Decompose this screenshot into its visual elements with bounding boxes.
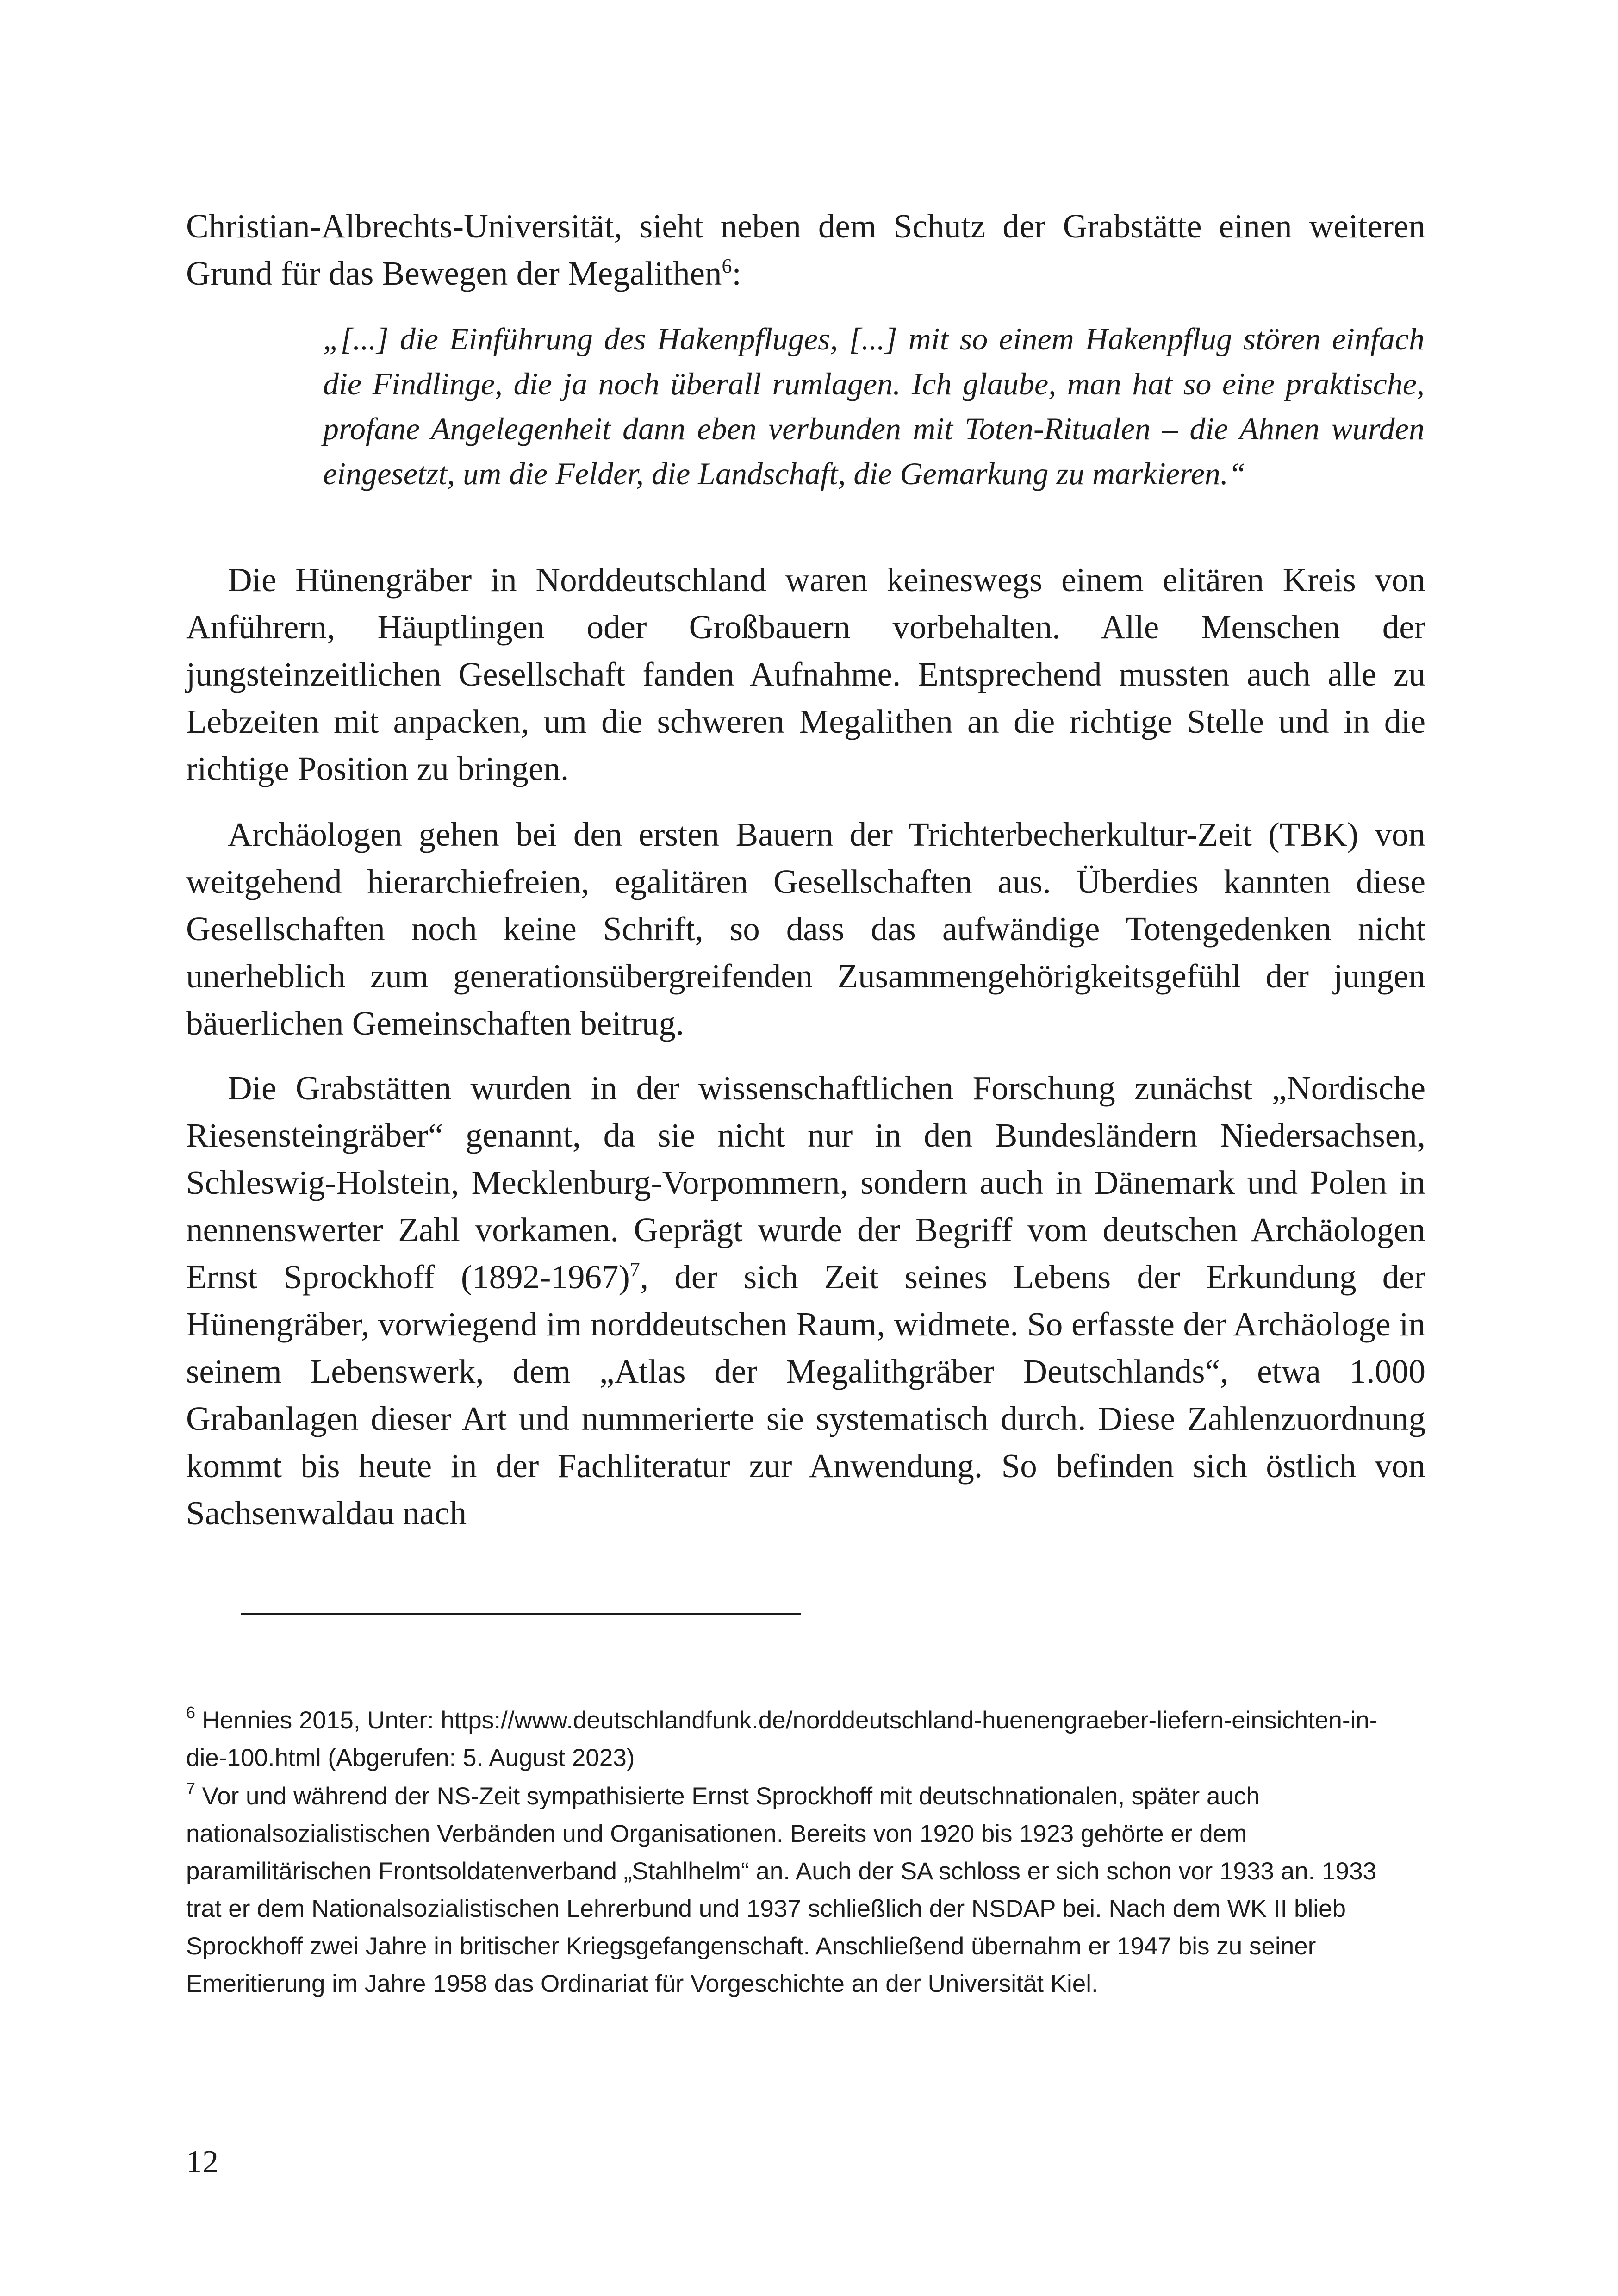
footnote-6-text: Hennies 2015, Unter: https://www.deutschlandfunk.de/norddeutschland-huenengraeber-liefern-einsichten-in-die-100.html (Abgerufen: 5. August 2023) [186, 1707, 1378, 1772]
block-quote: „[...] die Einführung des Hakenpfluges, [...] mit so einem Hakenpflug stören einfach die Findlinge, die ja noch überall rumlagen. Ich glaube, man hat so eine praktische, profane Angelegenheit dann eben verbunden mit Toten-Ritualen – die Ahnen wurden eingesetzt, um die Felder, die Landschaft, die Gemarkung zu markieren.“ [323, 321, 1425, 491]
footnote-7-text: Vor und während der NS-Zeit sympathisierte Ernst Sprockhoff mit deutschnationalen, später auch nationalsozialistischen Verbänden und Organisationen. Bereits von 1920 bis 1923 gehörte er dem paramilitärischen Frontsoldatenverband „Stahlhelm“ an. Auch der SA schloss er sich schon vor 1933 an. 1933 trat er dem Nationalsozialistischen Lehrerbund und 1937 schließlich der NSDAP bei. Nach dem WK II blieb Sprockhoff zwei Jahre in britischer Kriegsgefangenschaft. Anschließend übernahm er 1947 bis zu seiner Emeritierung im Jahre 1958 das Ordinariat für Vorgeschichte an der Universität Kiel. [186, 1783, 1376, 1997]
footnote-number-6: 6 [186, 1703, 196, 1722]
paragraph-intro [186, 203, 1425, 297]
paragraph-grabstaetten-rest: , der sich Zeit seines Lebens der Erkundung der Hünengräber, vorwiegend im norddeutschen Raum, widmete. So erfasste der Archäologe in seinem Lebenswerk, dem „Atlas der Megalithgräber Deutschlands“, etwa 1.000 Grabanlagen dieser Art und nummerierte sie systematisch durch. Diese Zahlenzuordnung kommt bis heute in der Fachliteratur zur Anwendung. So befinden sich östlich von Sachsenwaldau nach [186, 1258, 1425, 1532]
paragraph-grabstaetten-text: Die Grabstätten wurden in der wissenschaftlichen Forschung zunächst „Nordische Riesensteingräber“ genannt, da sie nicht nur in den Bundesländern Niedersachsen, Schleswig-Holstein, Mecklenburg-Vorpommern, sondern auch in Dänemark und Polen in nennenswerter Zahl vorkamen. Geprägt wurde der Begriff vom deutschen Archäologen Ernst Sprockhoff (1892-1967) [186, 1069, 1425, 1296]
footnote-separator [241, 1613, 801, 1615]
footnote-7 [186, 1778, 1417, 2003]
paragraph-archaeologen: Archäologen gehen bei den ersten Bauern der Trichterbecherkultur-Zeit (TBK) von weitgehend hierarchiefreien, egalitären Gesellschaften aus. Überdies kannten diese Gesellschaften noch keine Schrift, so dass das aufwändige Totengedenken nicht unerheblich zum generationsübergreifenden Zusammengehörigkeitsgefühl der jungen bäuerlichen Gemeinschaften beitrug. [186, 816, 1425, 1042]
footnote-reference-6[interactable]: 6 [722, 255, 732, 277]
paragraph-intro-text: Christian-Albrechts-Universität, sieht neben dem Schutz der Grabstätte einen weiteren Grund für das Bewegen der Megalithen [186, 207, 1425, 292]
footnote-reference-7[interactable]: 7 [629, 1258, 640, 1281]
footnote-number-7: 7 [186, 1779, 196, 1798]
paragraph-huenengraeber: Die Hünengräber in Norddeutschland waren keineswegs einem elitären Kreis von Anführern, Häuptlingen oder Großbauern vorbehalten. Alle Menschen der jungsteinzeitlichen Gesellschaft fanden Aufnahme. Entsprechend mussten auch alle zu Lebzeiten mit anpacken, um die schweren Megalithen an die richtige Stelle und in die richtige Position zu bringen. [186, 561, 1425, 787]
page-number: 12 [186, 2144, 218, 2180]
paragraph-intro-end: : [732, 255, 741, 292]
footnote-6 [186, 1702, 1417, 1777]
paragraph-grabstaetten [186, 1065, 1425, 1537]
